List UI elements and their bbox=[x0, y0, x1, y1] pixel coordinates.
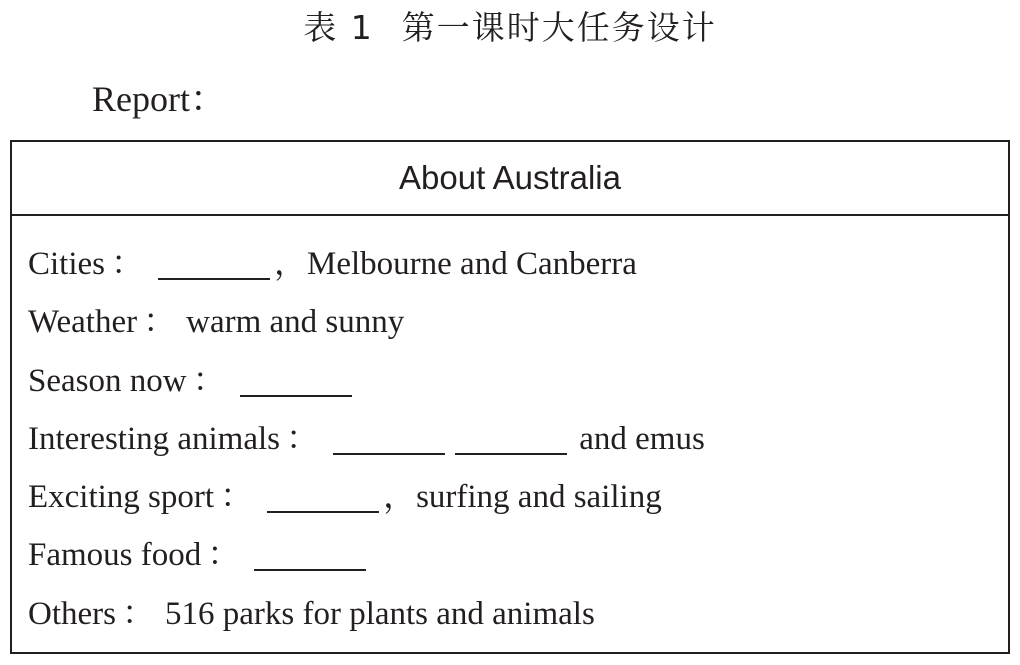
row-separator: ： bbox=[207, 537, 241, 574]
row-exciting-sport bbox=[12, 473, 1008, 531]
row-interesting-animals bbox=[12, 415, 1008, 473]
caption-number: 表 1 bbox=[303, 8, 374, 47]
report-label: Report： bbox=[92, 79, 226, 119]
row-separator: ： bbox=[111, 246, 145, 282]
answer-blank[interactable] bbox=[455, 423, 567, 455]
row-label: Interesting animals bbox=[28, 420, 281, 457]
answer-blank[interactable] bbox=[267, 481, 379, 513]
caption-title: 第一课时大任务设计 bbox=[401, 8, 717, 47]
about-australia-table bbox=[10, 140, 1010, 654]
row-text: and emus bbox=[579, 420, 705, 457]
row-label: Season now bbox=[28, 362, 187, 399]
row-others bbox=[12, 590, 1008, 648]
row-label: Weather bbox=[28, 304, 138, 341]
row-weather bbox=[12, 298, 1008, 356]
row-label: Others bbox=[28, 595, 116, 632]
table-caption bbox=[0, 4, 1020, 52]
answer-blank[interactable] bbox=[254, 539, 366, 571]
row-text: ，surfing and sailing bbox=[383, 479, 662, 516]
row-label: Famous food bbox=[28, 537, 202, 574]
row-separator: ： bbox=[286, 420, 320, 457]
answer-blank[interactable] bbox=[158, 248, 270, 280]
row-famous-food bbox=[12, 531, 1008, 589]
row-text: warm and sunny bbox=[186, 304, 405, 341]
row-season-now bbox=[12, 357, 1008, 415]
row-text: ，Melbourne and Canberra bbox=[274, 246, 637, 282]
table-body bbox=[12, 216, 1008, 648]
row-separator: ： bbox=[121, 595, 155, 632]
answer-blank[interactable] bbox=[333, 423, 445, 455]
row-separator: ： bbox=[143, 304, 177, 341]
row-separator: ： bbox=[192, 362, 226, 399]
answer-blank[interactable] bbox=[240, 365, 352, 397]
table-header: About Australia bbox=[12, 142, 1008, 216]
row-label: Cities bbox=[28, 246, 106, 282]
row-cities bbox=[12, 240, 1008, 298]
row-label: Exciting sport bbox=[28, 479, 215, 516]
row-text: 516 parks for plants and animals bbox=[164, 595, 595, 632]
row-separator: ： bbox=[220, 479, 254, 516]
